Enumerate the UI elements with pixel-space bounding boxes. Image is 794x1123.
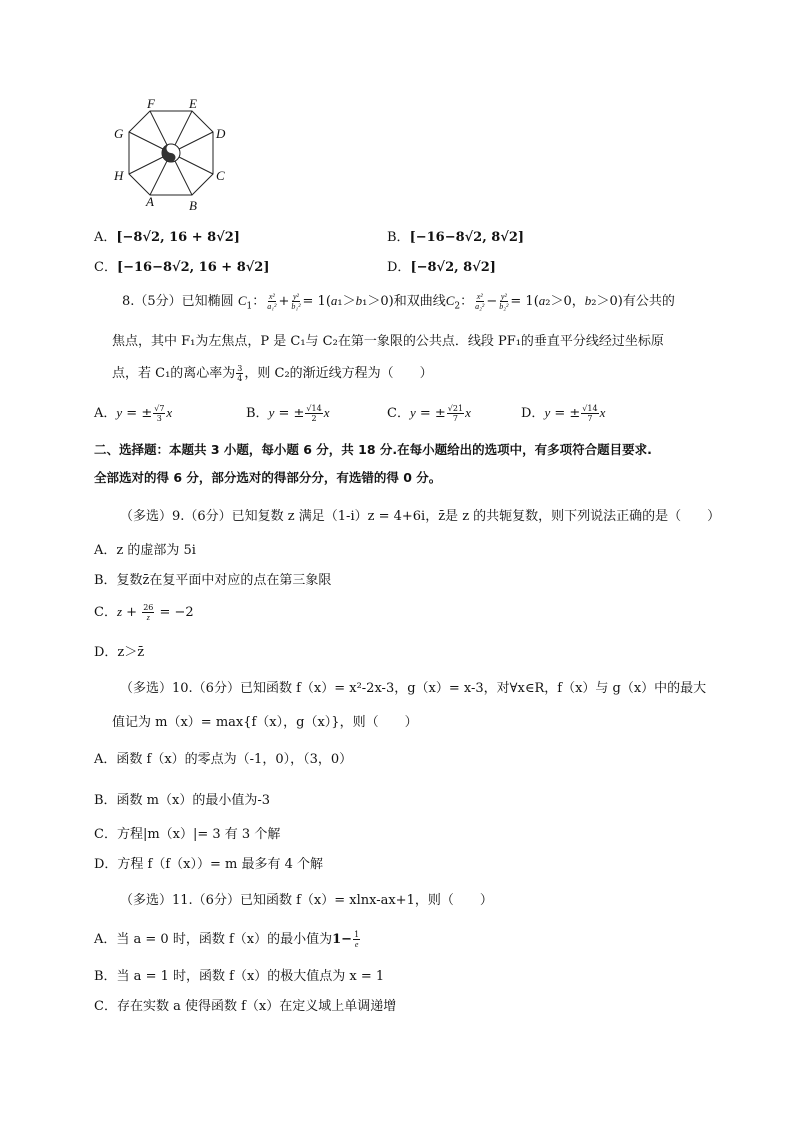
q9-stem: （多选）9.（6分）已知复数 z 满足（1-i）z = 4+6i，z̄是 z 的共轭复数，则下列说法正确的是（ ） xyxy=(120,509,721,524)
q9-option-b: B．复数z̄在复平面中对应的点在第三象限 xyxy=(94,573,332,588)
q11-option-c: C．存在实数 a 使得函数 f（x）在定义域上单调递增 xyxy=(94,999,397,1014)
vertex-label-h: H xyxy=(114,168,124,183)
q7-option-c: C．[−16−8√2, 16 + 8√2] xyxy=(94,260,270,275)
q10-option-a: A．函数 f（x）的零点为（-1，0），（3，0） xyxy=(94,752,353,767)
q9-option-a: A．z 的虚部为 5i xyxy=(94,543,196,558)
q8-stem-line3: 点，若 C₁的离心率为 $\frac{3}{4}$ ，则 C₂的渐近线方程为（ ） xyxy=(112,364,433,383)
vertex-label-f: F xyxy=(147,96,155,111)
vertex-label-a: A xyxy=(146,194,154,209)
q8-option-a: A．y = ± $\frac{√7}{3}$ x xyxy=(94,404,173,423)
q8-option-d: D．y = ± $\frac{√14}{7}$ x xyxy=(521,404,606,423)
q8-option-b: B．y = ± $\frac{√14}{2}$ x xyxy=(246,404,330,423)
section2-heading-line2: 全部选对的得 6 分，部分选对的得部分分，有选错的得 0 分。 xyxy=(94,470,442,485)
q10-stem-line1: （多选）10.（6分）已知函数 f（x）= x²-2x-3，g（x）= x-3，对∀x∈R，f（x）与 g（x）中的最大 xyxy=(120,681,707,696)
vertex-label-e: E xyxy=(189,96,197,111)
q9-option-c: C．z + $\frac{26}{z}$ = −2 xyxy=(94,603,194,622)
q10-stem-line2: 值记为 m（x）= max{f（x），g（x）}，则（ ） xyxy=(112,715,418,730)
section2-heading-line1: 二、选择题：本题共 3 小题，每小题 6 分，共 18 分.在每小题给出的选项中，有多项符合题目要求. xyxy=(94,442,652,457)
vertex-label-c: C xyxy=(216,168,225,183)
q8-option-c: C．y = ± $\frac{√21}{7}$ x xyxy=(387,404,471,423)
q11-option-a: A．当 a = 0 时，函数 f（x）的最小值为1− $\frac{1}{e}$ xyxy=(94,930,360,949)
q9-option-d: D．z＞z̄ xyxy=(94,645,145,660)
q10-option-c: C．方程|m（x）|= 3 有 3 个解 xyxy=(94,827,281,842)
q10-option-b: B．函数 m（x）的最小值为-3 xyxy=(94,793,271,808)
q8-stem-line2: 焦点，其中 F₁为左焦点，P 是 C₁与 C₂在第一象限的公共点．线段 PF₁的垂直平分线经过坐标原 xyxy=(112,334,664,349)
vertex-label-b: B xyxy=(189,198,197,213)
q7-option-b: B．[−16−8√2, 8√2] xyxy=(387,230,525,245)
q10-option-d: D．方程 f（f（x））= m 最多有 4 个解 xyxy=(94,857,324,872)
vertex-label-d: D xyxy=(216,126,226,141)
vertex-label-g: G xyxy=(114,126,124,141)
yin-yang-icon xyxy=(162,144,180,162)
q7-option-a: A．[−8√2, 16 + 8√2] xyxy=(94,230,240,245)
octagon-figure xyxy=(110,96,235,221)
q8-stem-line1: 8.（5分）已知椭圆 $C_1$： $\frac{\text{x²}}{\text{a₁²}}$ + $\frac{\text{y²}}{\text{b₁²}}$ = 1(a₁＞b₁＞0)和双曲线$C_2$： $\frac{\text{x²}}{\text{a₂²}}$ − $\frac{\text{y²}}{\text{b₂²}}$ = 1(a₂＞0，b₂＞0)有公共的 xyxy=(122,292,675,312)
q7-option-d: D．[−8√2, 8√2] xyxy=(387,260,496,275)
q11-option-b: B．当 a = 1 时，函数 f（x）的极大值点为 x = 1 xyxy=(94,969,385,984)
q11-stem: （多选）11.（6分）已知函数 f（x）= xlnx-ax+1，则（ ） xyxy=(120,893,493,908)
